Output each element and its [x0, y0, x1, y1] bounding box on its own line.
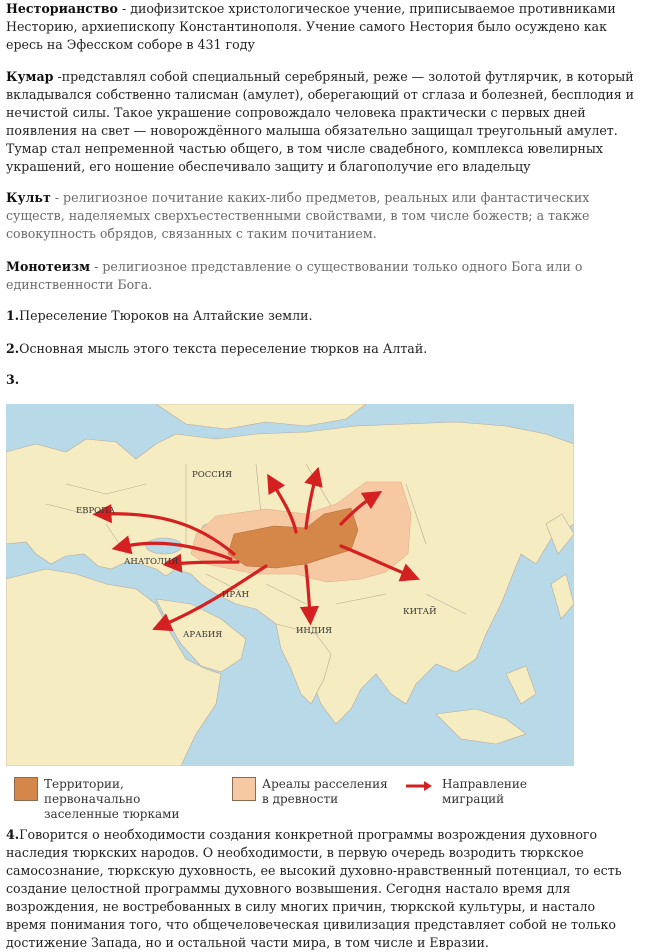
definition-monotheism — [6, 258, 638, 294]
term-dash: - — [50, 190, 64, 205]
map-label-anatolia: АНАТОЛИЯ — [124, 557, 179, 567]
answer-number: 3. — [6, 372, 20, 387]
definition-cult — [6, 189, 638, 243]
legend-swatch-ancient — [232, 777, 256, 801]
definition-text: религиозное почитание каких-либо предметов, реальных или фантастических существ, наделяемых сверхъестественными свойствами, в том числе божеств; а также совокупность обрядов, связанных с таким почитанием. — [6, 190, 590, 241]
term-nestorianism: Несторианство — [6, 1, 118, 16]
map-legend — [6, 771, 574, 821]
answer-number: 4. — [6, 827, 20, 842]
term-kumar: Кумар — [6, 69, 54, 84]
answer-3 — [6, 371, 19, 389]
legend-arrow-icon — [404, 779, 434, 793]
legend-migration-direction: Направление миграций — [442, 777, 528, 806]
map-label-iran: ИРАН — [222, 590, 249, 600]
term-monotheism: Монотеизм — [6, 259, 91, 274]
term-cult: Культ — [6, 190, 51, 205]
map-label-india: ИНДИЯ — [296, 626, 333, 636]
map-label-europe: ЕВРОПА — [76, 506, 115, 516]
term-dash: - — [53, 69, 62, 84]
answer-number: 1. — [6, 308, 20, 323]
answer-number: 2. — [6, 341, 20, 356]
definition-nestorianism — [6, 0, 638, 54]
turkic-migration-map — [6, 404, 574, 766]
legend-swatch-original — [14, 777, 38, 801]
answer-4 — [6, 826, 638, 952]
map-label-arabia: АРАБИЯ — [183, 630, 223, 640]
answer-text: Говорится о необходимости создания конкретной программы возрождения духовного наследия тюркских народов. О необходимости, в первую очередь возродить тюркское самосознание, тюркскую духовность, ее высокий духовно-нравственный потенциал, то есть создание целостной программы духовного возвышения. Сегодня настало время для возрождения, не востребованных в силу многих причин, тюркской культуры, и настало время понимания того, что общечеловеческая цивилизация представляет собой не только достижение Запада, но и остальной части мира, в том числе и Евразии. — [6, 827, 622, 950]
definition-text: религиозное представление о существовании только одного Бога или о единственности Бога. — [6, 259, 583, 292]
map-label-china: КИТАЙ — [403, 607, 437, 617]
answer-1 — [6, 307, 312, 325]
legend-ancient-areas: Ареалы расселения в древности — [262, 777, 388, 806]
definition-text: диофизитское христологическое учение, приписываемое противниками Несторию, архиепископу Константинополя. Учение самого Нестория было осуждено как ересь на Эфесском соборе в 431 году — [6, 1, 616, 52]
term-dash: - — [117, 1, 131, 16]
legend-original-territory: Территории, первоначально заселенные тюрками — [44, 777, 180, 821]
definition-text: представлял собой специальный серебряный, реже — золотой футлярчик, в который вкладывался собственно талисман (амулет), оберегающий от сглаза и болезней, бесплодия и нечистой силы. Такое украшение сопровождало человека практически с первых дней появления на свет — новорождённого малыша обязательно защищал треугольный амулет. Тумар стал непременной частью общего, в том числе свадебного, комплекса ювелирных украшений, его ношение обеспечивало защиту и благополучие его владельцу — [6, 69, 635, 174]
map-label-russia: РОССИЯ — [192, 470, 232, 480]
definition-kumar — [6, 68, 638, 176]
term-dash: - — [90, 259, 103, 274]
answer-2 — [6, 340, 427, 358]
answer-text: Основная мысль этого текста переселение тюрков на Алтай. — [19, 341, 428, 356]
answer-text: Переселение Тюроков на Алтайские земли. — [19, 308, 313, 323]
